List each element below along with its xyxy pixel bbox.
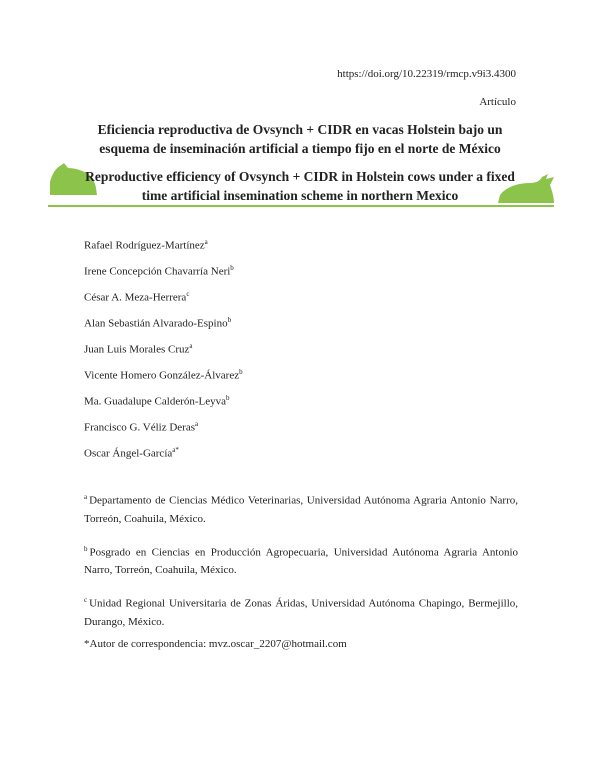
author: Irene Concepción Chavarría Neri$^b$: [84, 264, 234, 278]
affiliation: $^c$ Unidad Regional Universitaria de Zonas Áridas, Universidad Autónoma Chapingo, Bermejillo, Durango, México.: [84, 596, 518, 628]
title-english: Reproductive efficiency of Ovsynch + CIDR in Holstein cows under a fixed time artificial insemination scheme in northern Mexico: [85, 169, 515, 203]
author-list: [84, 235, 243, 469]
affiliation: $^a$ Departamento de Ciencias Médico Veterinarias, Universidad Autónoma Agraria Antonio Narro, Torreón, Coahuila, México.: [84, 493, 518, 525]
author: Francisco G. Véliz Deras$^a$: [84, 420, 199, 434]
author: Ma. Guadalupe Calderón-Leyva$^b$: [84, 394, 230, 408]
author: Oscar Ángel-García$^{a*}$: [84, 446, 179, 460]
header-divider: [48, 205, 554, 207]
author: César A. Meza-Herrera$^c$: [84, 290, 190, 304]
author: Juan Luis Morales Cruz$^a$: [84, 342, 193, 356]
affiliation: $^b$ Posgrado en Ciencias en Producción Agropecuaria, Universidad Autónoma Agraria Antonio Narro, Torreón, Coahuila, México.: [84, 544, 518, 577]
affiliation-list: [84, 488, 518, 643]
correspondence-email[interactable]: *Autor de correspondencia: mvz.oscar_2207@hotmail.com: [84, 638, 347, 650]
doi-link[interactable]: https://doi.org/10.22319/rmcp.v9i3.4300: [337, 68, 516, 80]
title-spanish: Eficiencia reproductiva de Ovsynch + CIDR en vacas Holstein bajo un esquema de inseminación artificial a tiempo fijo en el norte de México: [97, 122, 503, 156]
article-type: Artículo: [479, 96, 516, 108]
author: Vicente Homero González-Álvarez$^b$: [84, 368, 243, 382]
author: Alan Sebastián Alvarado-Espino$^b$: [84, 316, 232, 330]
author: Rafael Rodríguez-Martínez$^a$: [84, 238, 208, 252]
